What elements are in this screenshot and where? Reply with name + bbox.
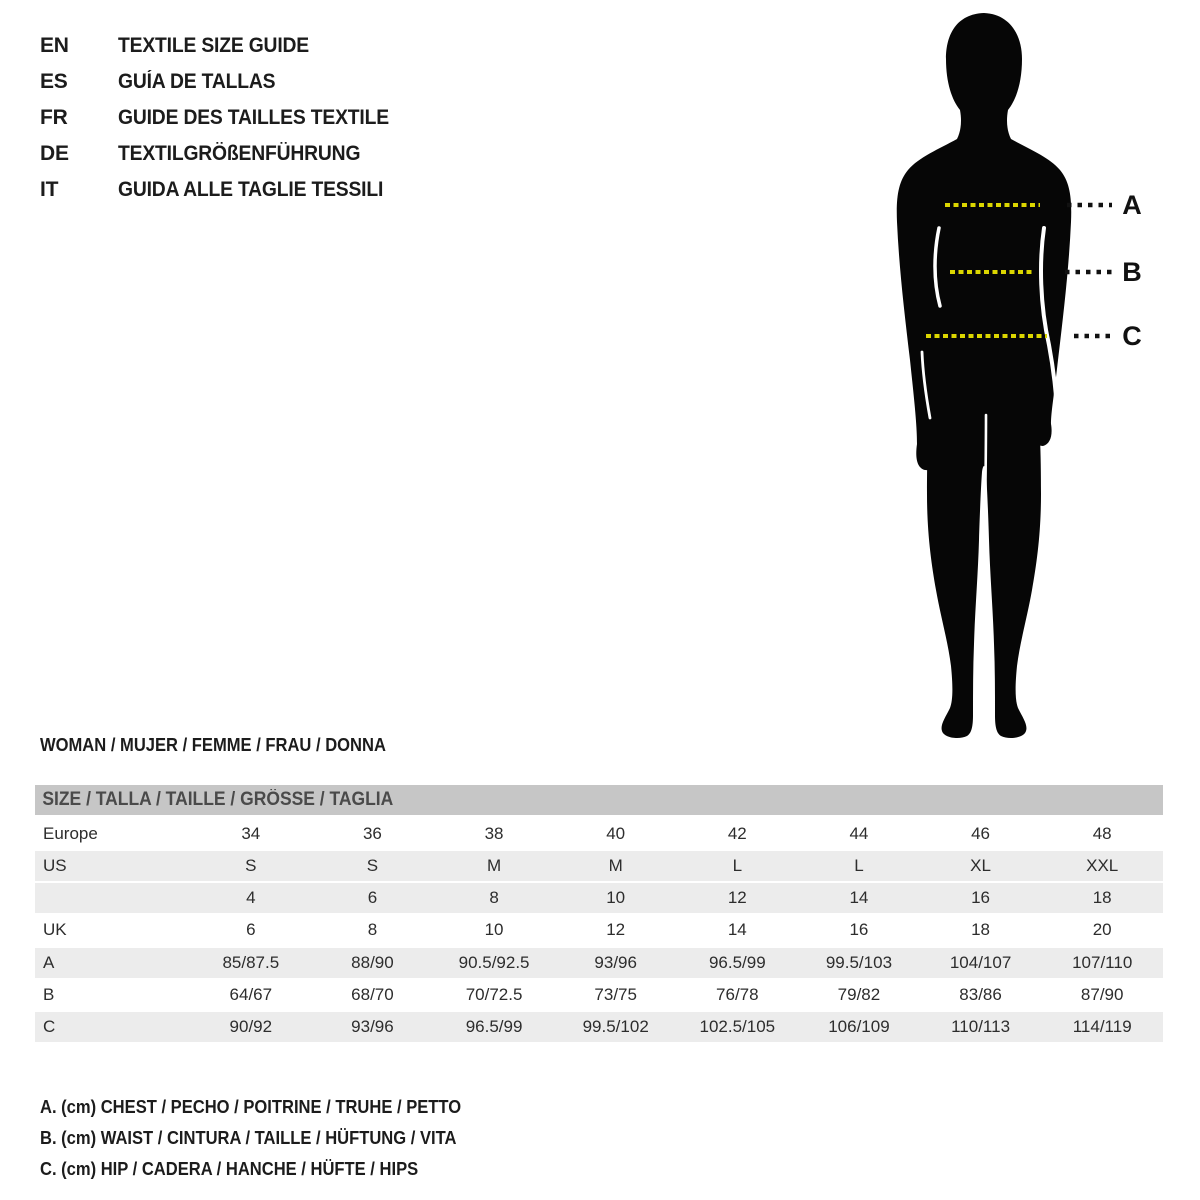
size-cell: 12 bbox=[606, 920, 626, 939]
row-label: C bbox=[43, 1017, 56, 1036]
size-cell: 93/96 bbox=[594, 953, 637, 972]
guide-title: GUIDA ALLE TAGLIE TESSILI bbox=[118, 178, 384, 201]
size-table-header-text: SIZE / TALLA / TAILLE / GRÖSSE / TAGLIA bbox=[42, 789, 394, 810]
size-cell: 18 bbox=[971, 920, 991, 939]
size-cell: 38 bbox=[484, 824, 504, 843]
size-cell: 46 bbox=[971, 824, 991, 843]
table-row bbox=[35, 883, 1163, 913]
section-title-text: WOMAN / MUJER / FEMME / FRAU / DONNA bbox=[40, 735, 386, 755]
measure-label-b: B bbox=[1122, 257, 1142, 287]
table-row bbox=[35, 851, 1163, 881]
size-cell: 44 bbox=[849, 824, 869, 843]
size-cell: 16 bbox=[971, 888, 991, 907]
size-table bbox=[35, 785, 1163, 1044]
size-cell: 106/109 bbox=[828, 1017, 890, 1036]
size-cell: 64/67 bbox=[229, 985, 273, 1004]
size-cell: 12 bbox=[727, 888, 747, 907]
size-cell: 96.5/99 bbox=[465, 1017, 523, 1036]
size-cell: 90.5/92.5 bbox=[458, 953, 530, 972]
size-cell: 6 bbox=[367, 888, 378, 907]
measure-label-c: C bbox=[1122, 321, 1142, 351]
size-table-rows bbox=[35, 819, 1163, 1042]
row-label: US bbox=[43, 856, 67, 875]
size-cell: 79/82 bbox=[837, 985, 881, 1004]
table-row bbox=[35, 948, 1163, 978]
table-row bbox=[35, 980, 1163, 1010]
measure-label-a: A bbox=[1122, 190, 1142, 220]
size-cell: M bbox=[608, 856, 623, 875]
size-cell: 90/92 bbox=[229, 1017, 273, 1036]
size-cell: XXL bbox=[1086, 856, 1119, 875]
row-label: Europe bbox=[43, 824, 98, 843]
size-cell: 85/87.5 bbox=[222, 953, 280, 972]
size-cell: 14 bbox=[727, 920, 747, 939]
size-cell: 88/90 bbox=[351, 953, 394, 972]
guide-title: GUIDE DES TAILLES TEXTILE bbox=[118, 106, 389, 129]
size-cell: 110/113 bbox=[951, 1017, 1011, 1036]
size-cell: 70/72.5 bbox=[465, 985, 523, 1004]
size-cell: L bbox=[854, 856, 864, 875]
size-cell: 14 bbox=[849, 888, 869, 907]
size-cell: 4 bbox=[246, 888, 256, 907]
size-cell: L bbox=[732, 856, 743, 875]
legend-text: B. (cm) WAIST / CINTURA / TAILLE / HÜFTUNG / VITA bbox=[40, 1128, 457, 1148]
size-cell: M bbox=[486, 856, 502, 875]
measurement-legend bbox=[40, 1092, 498, 1185]
size-cell: 34 bbox=[241, 824, 261, 843]
size-cell: XL bbox=[970, 856, 991, 875]
language-row bbox=[40, 28, 412, 64]
legend-text: C. (cm) HIP / CADERA / HANCHE / HÜFTE / HIPS bbox=[40, 1159, 419, 1179]
legend-line-hip bbox=[40, 1154, 498, 1185]
language-code: ES bbox=[40, 70, 68, 93]
size-cell: 93/96 bbox=[351, 1017, 394, 1036]
size-cell: 8 bbox=[367, 920, 378, 939]
size-cell: 10 bbox=[606, 888, 626, 907]
language-row bbox=[40, 136, 412, 172]
size-cell: 102.5/105 bbox=[699, 1017, 776, 1036]
section-title bbox=[40, 735, 416, 756]
language-code: IT bbox=[40, 178, 59, 201]
language-row bbox=[40, 172, 412, 208]
language-code: DE bbox=[40, 142, 69, 165]
guide-title: TEXTILE SIZE GUIDE bbox=[118, 34, 309, 57]
language-code: FR bbox=[40, 106, 68, 129]
size-cell: 68/70 bbox=[351, 985, 394, 1004]
size-cell: 10 bbox=[484, 920, 504, 939]
size-cell: 8 bbox=[489, 888, 499, 907]
size-cell: 76/78 bbox=[716, 985, 759, 1004]
row-label: B bbox=[43, 985, 55, 1004]
size-cell: 16 bbox=[849, 920, 869, 939]
language-row bbox=[40, 100, 412, 136]
size-cell: 107/110 bbox=[1072, 953, 1133, 972]
size-cell: 83/86 bbox=[959, 985, 1002, 1004]
size-cell: 20 bbox=[1092, 920, 1112, 939]
size-cell: 36 bbox=[362, 824, 382, 843]
size-cell: 18 bbox=[1092, 888, 1112, 907]
leg-gap-line-lower bbox=[981, 592, 983, 680]
legend-line-waist bbox=[40, 1123, 498, 1154]
size-cell: 104/107 bbox=[949, 953, 1012, 972]
guide-title: GUÍA DE TALLAS bbox=[118, 70, 276, 93]
size-cell: 48 bbox=[1092, 824, 1112, 843]
size-cell: 40 bbox=[606, 824, 626, 843]
legend-text: A. (cm) CHEST / PECHO / POITRINE / TRUHE / PETTO bbox=[40, 1097, 462, 1117]
size-cell: 42 bbox=[727, 824, 747, 843]
row-label: UK bbox=[43, 920, 67, 939]
table-row bbox=[35, 1012, 1163, 1042]
size-cell: 99.5/102 bbox=[582, 1017, 649, 1036]
size-cell: 73/75 bbox=[594, 985, 637, 1004]
row-label: A bbox=[43, 953, 55, 972]
size-cell: S bbox=[366, 856, 379, 875]
language-code: EN bbox=[40, 34, 69, 57]
table-row bbox=[35, 819, 1163, 849]
size-cell: 96.5/99 bbox=[708, 953, 766, 972]
woman-silhouette-figure bbox=[860, 0, 1200, 760]
size-cell: 87/90 bbox=[1080, 985, 1124, 1004]
language-row bbox=[40, 64, 412, 100]
language-title-list bbox=[40, 28, 412, 208]
legend-line-chest bbox=[40, 1092, 498, 1123]
guide-title: TEXTILGRÖßENFÜHRUNG bbox=[118, 142, 361, 165]
silhouette-svg bbox=[860, 0, 1200, 760]
table-row bbox=[35, 915, 1163, 945]
size-cell: 6 bbox=[246, 920, 256, 939]
size-cell: S bbox=[245, 856, 257, 875]
size-cell: 114/119 bbox=[1072, 1017, 1132, 1036]
size-cell: 99.5/103 bbox=[825, 953, 893, 972]
size-table-header bbox=[35, 785, 1163, 815]
